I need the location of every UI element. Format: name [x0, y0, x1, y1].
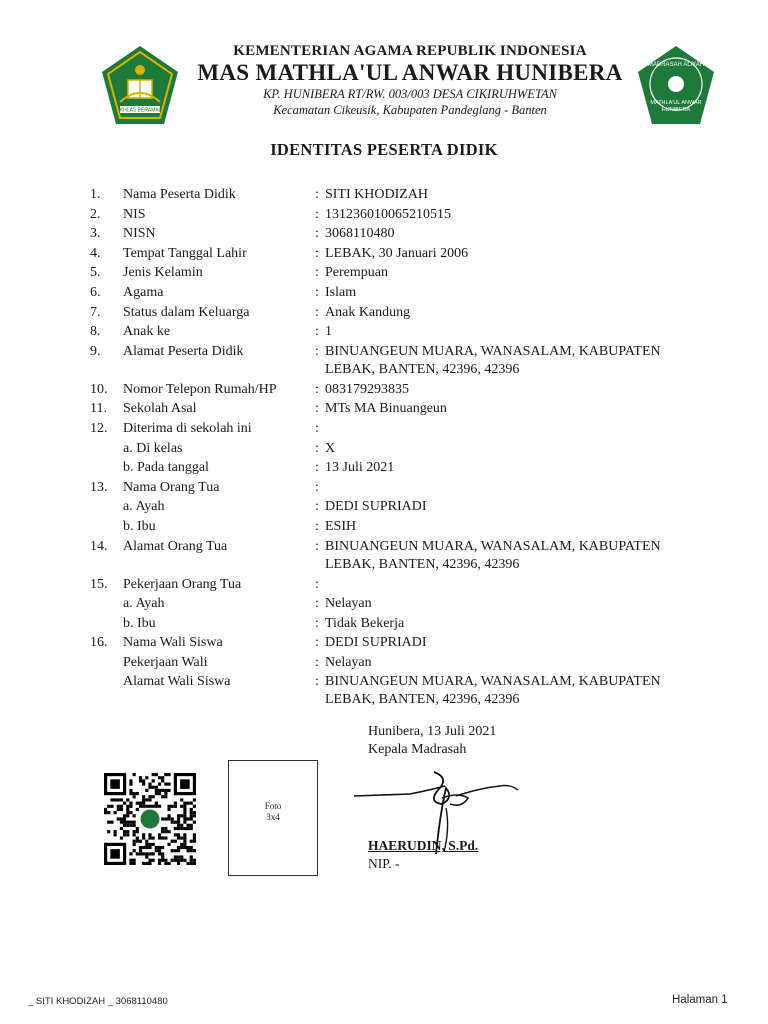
table-row	[0, 538, 768, 576]
document-title: IDENTITAS PESERTA DIDIK	[270, 140, 498, 159]
row-label: Nama Peserta Didik	[123, 187, 236, 202]
row-value: DEDI SUPRIADI	[325, 635, 427, 651]
logo-right-text1: MATHLA'UL ANWAR	[650, 100, 702, 106]
table-row	[0, 654, 768, 674]
row-label: Agama	[123, 284, 164, 300]
table-row	[0, 284, 768, 304]
row-colon: :	[315, 635, 319, 651]
signature-block	[368, 723, 496, 759]
row-number: 10.	[90, 381, 108, 397]
letterhead	[190, 42, 630, 118]
madrasah-logo	[634, 44, 718, 128]
row-label: Alamat Wali Siswa	[123, 674, 231, 690]
row-label: Diterima di sekolah ini	[123, 420, 252, 436]
row-colon: :	[315, 304, 319, 320]
row-colon: :	[315, 499, 319, 515]
row-value: BINUANGEUN MUARA, WANASALAM, KABUPATEN LEBAK, BANTEN, 42396, 42396	[325, 538, 661, 572]
school-address: KP. HUNIBERA RT/RW. 003/003 DESA CIKIRUHWETAN	[263, 87, 557, 101]
row-colon: :	[315, 245, 319, 261]
row-value: 083179293835	[325, 381, 409, 397]
row-value: MTs MA Binuangeun	[325, 401, 447, 417]
school-district: Kecamatan Cikeusik, Kabupaten Pandeglang - Banten	[273, 103, 547, 117]
row-colon: :	[315, 479, 319, 495]
row-colon: :	[315, 187, 319, 202]
row-value: 13 Juli 2021	[325, 460, 395, 476]
row-number: 16.	[90, 635, 108, 651]
row-label: b. Ibu	[123, 518, 156, 534]
table-row	[0, 518, 768, 538]
row-colon: :	[315, 206, 319, 222]
signer-nip: NIP. -	[368, 856, 400, 871]
signature-position: Kepala Madrasah	[368, 742, 467, 757]
row-value: BINUANGEUN MUARA, WANASALAM, KABUPATEN LEBAK, BANTEN, 42396, 42396	[325, 343, 661, 377]
row-number: 6.	[90, 284, 101, 300]
row-colon: :	[315, 576, 319, 592]
table-row	[0, 459, 768, 479]
row-colon: :	[315, 226, 319, 242]
table-row	[0, 673, 768, 711]
row-label: Jenis Kelamin	[123, 265, 203, 281]
row-label: Nomor Telepon Rumah/HP	[123, 381, 277, 397]
table-row	[0, 186, 768, 206]
row-number: 4.	[90, 245, 101, 261]
row-number: 7.	[90, 304, 101, 320]
kemenag-logo	[98, 44, 182, 128]
row-value: ESIH	[325, 518, 357, 534]
row-label: Nama Orang Tua	[123, 479, 220, 495]
row-value: DEDI SUPRIADI	[325, 499, 427, 515]
row-value: 3068110480	[325, 226, 395, 242]
row-number: 8.	[90, 324, 101, 340]
identity-table	[0, 186, 768, 711]
table-row	[0, 323, 768, 343]
table-row	[0, 343, 768, 381]
row-label: a. Ayah	[123, 499, 165, 515]
table-row	[0, 576, 768, 596]
row-value: Tidak Bekerja	[325, 615, 405, 631]
table-row	[0, 381, 768, 401]
row-colon: :	[315, 401, 319, 417]
row-value: Perempuan	[325, 265, 388, 281]
row-label: Pekerjaan Orang Tua	[123, 576, 242, 592]
row-label: Alamat Orang Tua	[123, 538, 228, 554]
ministry-name: KEMENTERIAN AGAMA REPUBLIK INDONESIA	[233, 43, 587, 59]
row-value: 1	[325, 324, 332, 340]
table-row	[0, 264, 768, 284]
row-number: 12.	[90, 420, 108, 436]
row-number: 5.	[90, 265, 101, 281]
row-number: 13.	[90, 479, 108, 495]
row-colon: :	[315, 596, 319, 612]
table-row	[0, 245, 768, 265]
row-label: NIS	[123, 206, 146, 222]
row-label: a. Di kelas	[123, 440, 183, 456]
row-number: 11.	[90, 401, 107, 417]
row-label: Alamat Peserta Didik	[123, 343, 244, 359]
logo-right-ring: MADRASAH ALIYAH	[647, 62, 705, 68]
row-value: 131236010065210515	[325, 206, 451, 222]
footer-student-id: _ SITI KHODIZAH _ 3068110480	[28, 996, 168, 1007]
row-label: Pekerjaan Wali	[123, 654, 208, 670]
row-colon: :	[315, 343, 319, 359]
signature-place-date: Hunibera, 13 Juli 2021	[368, 724, 497, 739]
row-label: Sekolah Asal	[123, 401, 197, 417]
table-row	[0, 400, 768, 420]
row-label: NISN	[123, 226, 156, 242]
table-row	[0, 595, 768, 615]
row-label: Anak ke	[123, 324, 171, 340]
row-number: 3.	[90, 226, 101, 242]
row-value: SITI KHODIZAH	[325, 187, 429, 202]
row-colon: :	[315, 381, 319, 397]
table-row	[0, 206, 768, 226]
qr-code-icon	[104, 773, 196, 865]
photo-label: Foto	[264, 801, 282, 811]
row-colon: :	[315, 440, 319, 456]
row-colon: :	[315, 420, 319, 436]
table-row	[0, 615, 768, 635]
table-row	[0, 440, 768, 460]
row-number: 1.	[90, 187, 101, 202]
photo-size: 3x4	[266, 812, 280, 822]
row-colon: :	[315, 654, 319, 670]
signer-name: HAERUDIN, S.Pd.	[368, 838, 479, 853]
row-number: 2.	[90, 206, 101, 222]
row-label: Tempat Tanggal Lahir	[123, 245, 247, 261]
logo-left-text: IKHLAS BERAMAL	[118, 107, 162, 114]
photo-placeholder	[228, 760, 318, 876]
row-value: X	[325, 440, 336, 456]
row-number: 14.	[90, 538, 108, 554]
row-value: Islam	[325, 284, 357, 300]
row-label: b. Ibu	[123, 615, 156, 631]
row-colon: :	[315, 460, 319, 476]
row-value: Anak Kandung	[325, 304, 411, 320]
table-row	[0, 634, 768, 654]
row-colon: :	[315, 674, 319, 690]
table-row	[0, 304, 768, 324]
row-colon: :	[315, 265, 319, 281]
row-value: BINUANGEUN MUARA, WANASALAM, KABUPATEN LEBAK, BANTEN, 42396, 42396	[325, 674, 661, 708]
table-row	[0, 225, 768, 245]
table-row	[0, 498, 768, 518]
row-label: Status dalam Keluarga	[123, 304, 250, 320]
row-label: a. Ayah	[123, 596, 165, 612]
table-row	[0, 420, 768, 440]
row-colon: :	[315, 538, 319, 554]
footer-page-number: Halaman 1	[672, 994, 728, 1006]
row-colon: :	[315, 615, 319, 631]
row-value: Nelayan	[325, 596, 372, 612]
school-name: MAS MATHLA'UL ANWAR HUNIBERA	[197, 60, 623, 85]
row-value: LEBAK, 30 Januari 2006	[325, 245, 469, 261]
row-colon: :	[315, 518, 319, 534]
table-row	[0, 479, 768, 499]
row-colon: :	[315, 284, 319, 300]
row-number: 9.	[90, 343, 101, 359]
row-colon: :	[315, 324, 319, 340]
row-number: 15.	[90, 576, 108, 592]
row-label: b. Pada tanggal	[123, 460, 209, 476]
logo-right-text2: HUNIBERA	[661, 107, 691, 113]
row-label: Nama Wali Siswa	[123, 635, 223, 651]
row-value: Nelayan	[325, 654, 372, 670]
